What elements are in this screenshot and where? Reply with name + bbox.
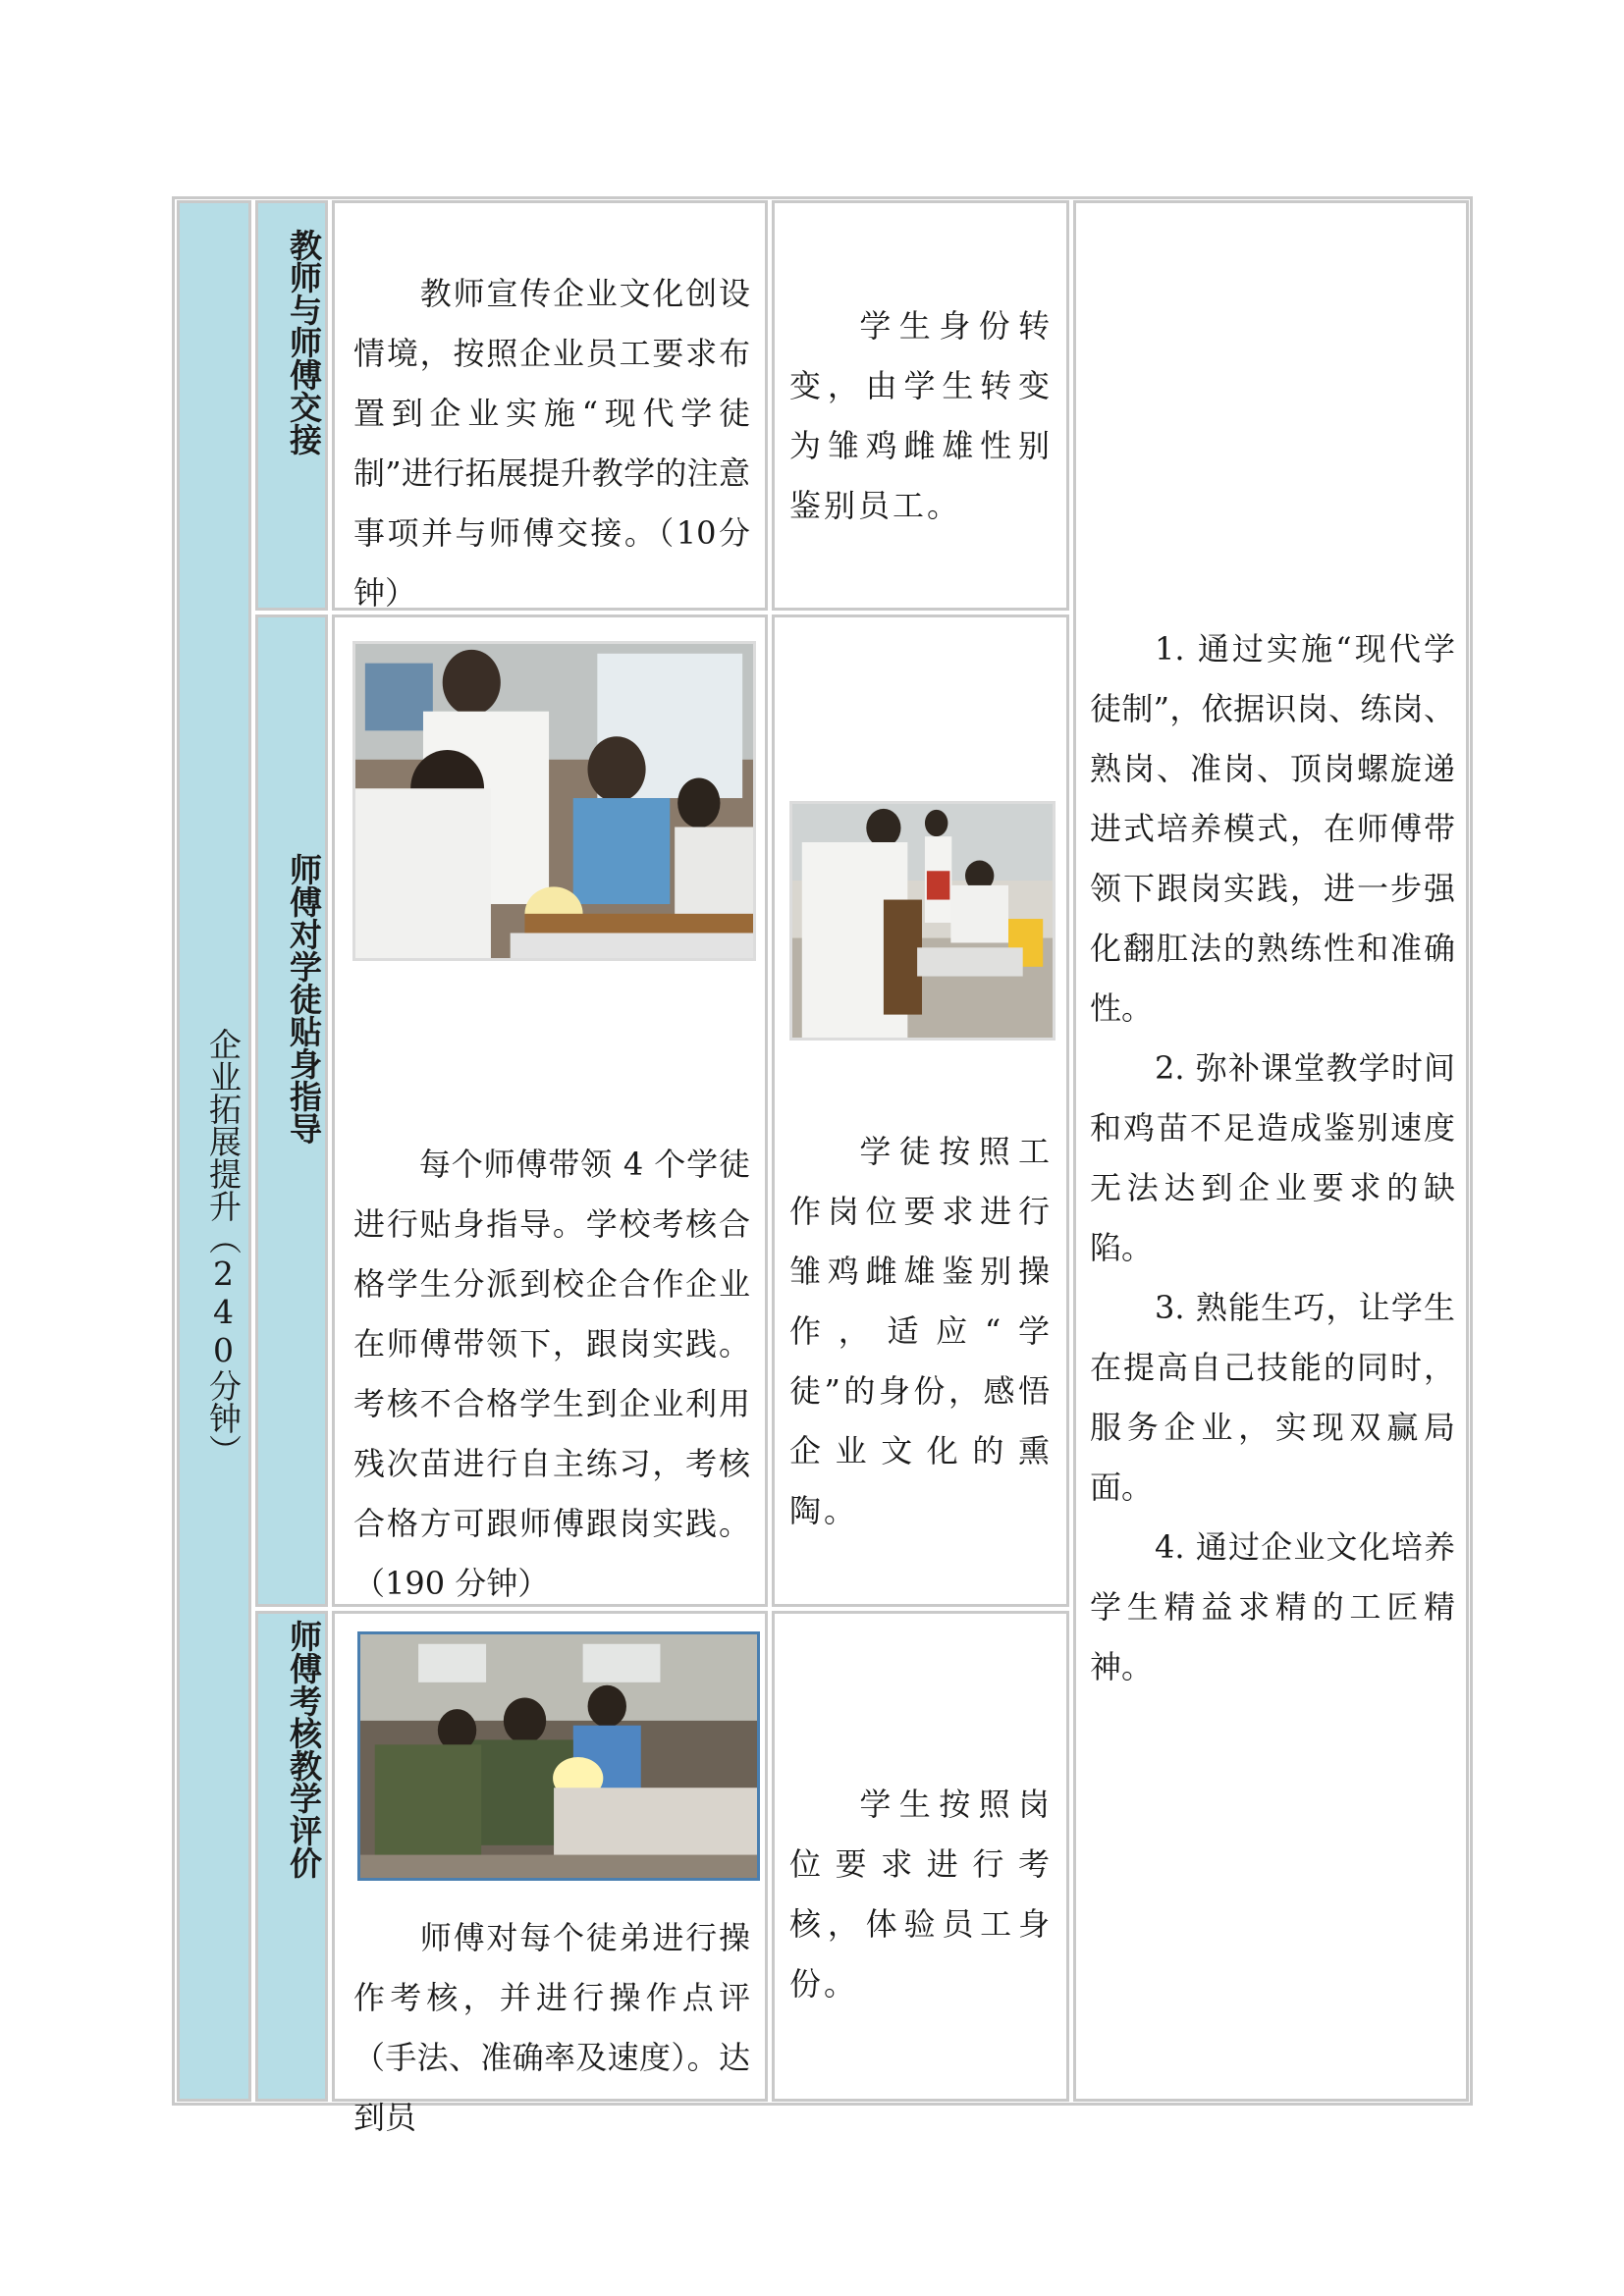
teacher-text: 每个师傅带领 4 个学徒进行贴身指导。学校考核合格学生分派到校企合作企业在师傅带领下，跟岗实践。考核不合格学生到企业利用残次苗进行自主练习，考核合格方可跟师傅跟岗实践。（190 分钟） [353, 1146, 750, 1602]
teacher-text: 师傅对每个徒弟进行操作考核，并进行操作点评（手法、准确率及速度）。达到员 [353, 1919, 750, 2136]
student-text: 学生身份转变，由学生转变为雏鸡雌雄性别鉴别员工。 [789, 307, 1053, 524]
activity-label: 教师与师傅交接 [285, 229, 323, 455]
student-cell [772, 1611, 1069, 2102]
student-cell [772, 614, 1069, 1607]
activity-cell-assessment [255, 1611, 328, 2102]
teacher-text: 教师宣传企业文化创设情境，按照企业员工要求布置到企业实施“现代学徒制”进行拓展提升教学的注意事项并与师傅交接。（10分钟） [353, 275, 750, 612]
teacher-cell [332, 200, 768, 611]
stage-cell [177, 200, 251, 2102]
intent-item-4: 4. 通过企业文化培养学生精益求精的工匠精神。 [1090, 1528, 1455, 1685]
teacher-cell [332, 614, 768, 1607]
activity-cell-guidance [255, 614, 328, 1607]
teacher-cell [332, 1611, 768, 2136]
intent-item-2: 2. 弥补课堂教学时间和鸡苗不足造成鉴别速度无法达到企业要求的缺陷。 [1090, 1049, 1455, 1266]
intent-item-1: 1. 通过实施“现代学徒制”，依据识岗、练岗、熟岗、准岗、顶岗螺旋递进式培养模式，在师傅带领下跟岗实践，进一步强化翻肛法的熟练性和准确性。 [1090, 630, 1455, 1027]
practice-photo [789, 801, 1056, 1041]
activity-label: 师傅考核教学评价 [285, 1620, 323, 1879]
assessment-photo [357, 1631, 760, 1881]
student-text: 学生按照岗位要求进行考核，体验员工身份。 [789, 1786, 1053, 2002]
student-text: 学徒按照工作岗位要求进行雏鸡雌雄鉴别操作，适应“学徒”的身份，感悟企业文化的熏陶。 [789, 1133, 1053, 1529]
activity-cell-handover [255, 200, 328, 611]
design-intent-cell [1073, 200, 1469, 2102]
intent-item-3: 3. 熟能生巧，让学生在提高自己技能的同时，服务企业，实现双赢局面。 [1090, 1289, 1455, 1506]
student-cell [772, 200, 1069, 611]
mentoring-photo [352, 641, 756, 961]
stage-label: 企业拓展提升（240分钟） [204, 1028, 243, 1467]
activity-label: 师傅对学徒贴身指导 [285, 853, 323, 1145]
